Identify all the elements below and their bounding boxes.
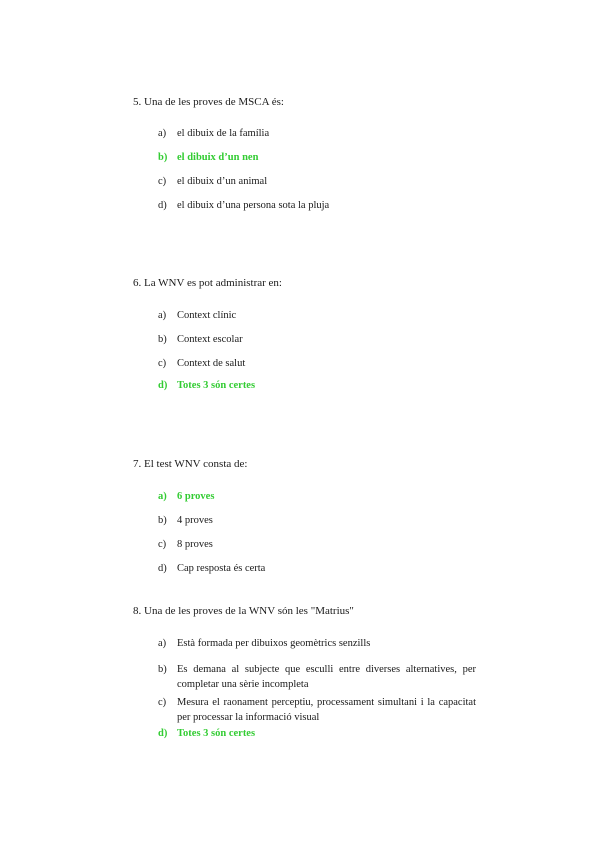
option-letter: b) (158, 664, 167, 675)
question-7-option-a-correct (158, 491, 214, 502)
option-text: Context clínic (177, 310, 237, 321)
option-text: el dibuix d’una persona sota la pluja (177, 200, 330, 211)
option-text: 4 proves (177, 515, 213, 526)
question-6-option-d-correct (158, 380, 255, 391)
question-8-option-a (158, 638, 370, 649)
option-text: Es demana al subjecte que esculli entre diverses alternatives, per completar una sèrie incompleta (177, 664, 476, 690)
option-letter: d) (158, 563, 167, 574)
option-letter: a) (158, 638, 167, 649)
option-letter: d) (158, 380, 168, 391)
option-letter: c) (158, 697, 167, 708)
question-5-option-a (158, 128, 269, 139)
option-text: 8 proves (177, 539, 213, 550)
option-text: Totes 3 són certes (177, 380, 256, 391)
question-7-option-d (158, 563, 265, 574)
question-7: 7. El test WNV consta de: (133, 458, 248, 470)
option-letter: d) (158, 728, 168, 739)
option-letter: a) (158, 128, 167, 139)
question-8-option-d-correct (158, 728, 255, 739)
question-8: 8. Una de les proves de la WNV són les "Matrius" (133, 605, 354, 617)
option-text: Totes 3 són certes (177, 728, 256, 739)
option-letter: c) (158, 539, 167, 550)
option-text: el dibuix d’un animal (177, 176, 268, 187)
question-5-option-d (158, 200, 329, 211)
question-6-option-a (158, 310, 236, 321)
option-text: Cap resposta és certa (177, 563, 266, 574)
question-8-option-c (158, 695, 476, 725)
option-letter: c) (158, 358, 167, 369)
option-text: el dibuix de la família (177, 128, 270, 139)
option-text: 6 proves (177, 491, 215, 502)
option-text: Context escolar (177, 334, 243, 345)
option-letter: d) (158, 200, 167, 211)
question-5: 5. Una de les proves de MSCA és: (133, 96, 284, 108)
option-text: Està formada per dibuixos geomètrics senzills (177, 638, 371, 649)
option-letter: b) (158, 515, 167, 526)
option-letter: a) (158, 310, 167, 321)
question-6: 6. La WNV es pot administrar en: (133, 277, 282, 289)
question-7-option-b (158, 515, 213, 526)
question-6-option-c (158, 358, 245, 369)
question-6-option-b (158, 334, 243, 345)
option-letter: a) (158, 491, 167, 502)
option-text: Context de salut (177, 358, 246, 369)
option-text: el dibuix d’un nen (177, 152, 259, 163)
option-text: Mesura el raonament perceptiu, processament simultani i la capacitat per processar la informació visual (177, 697, 476, 723)
option-letter: b) (158, 334, 167, 345)
question-8-option-b (158, 662, 476, 692)
question-7-option-c (158, 539, 213, 550)
option-letter: c) (158, 176, 167, 187)
question-5-option-b-correct (158, 152, 258, 163)
option-letter: b) (158, 152, 168, 163)
question-5-option-c (158, 176, 267, 187)
